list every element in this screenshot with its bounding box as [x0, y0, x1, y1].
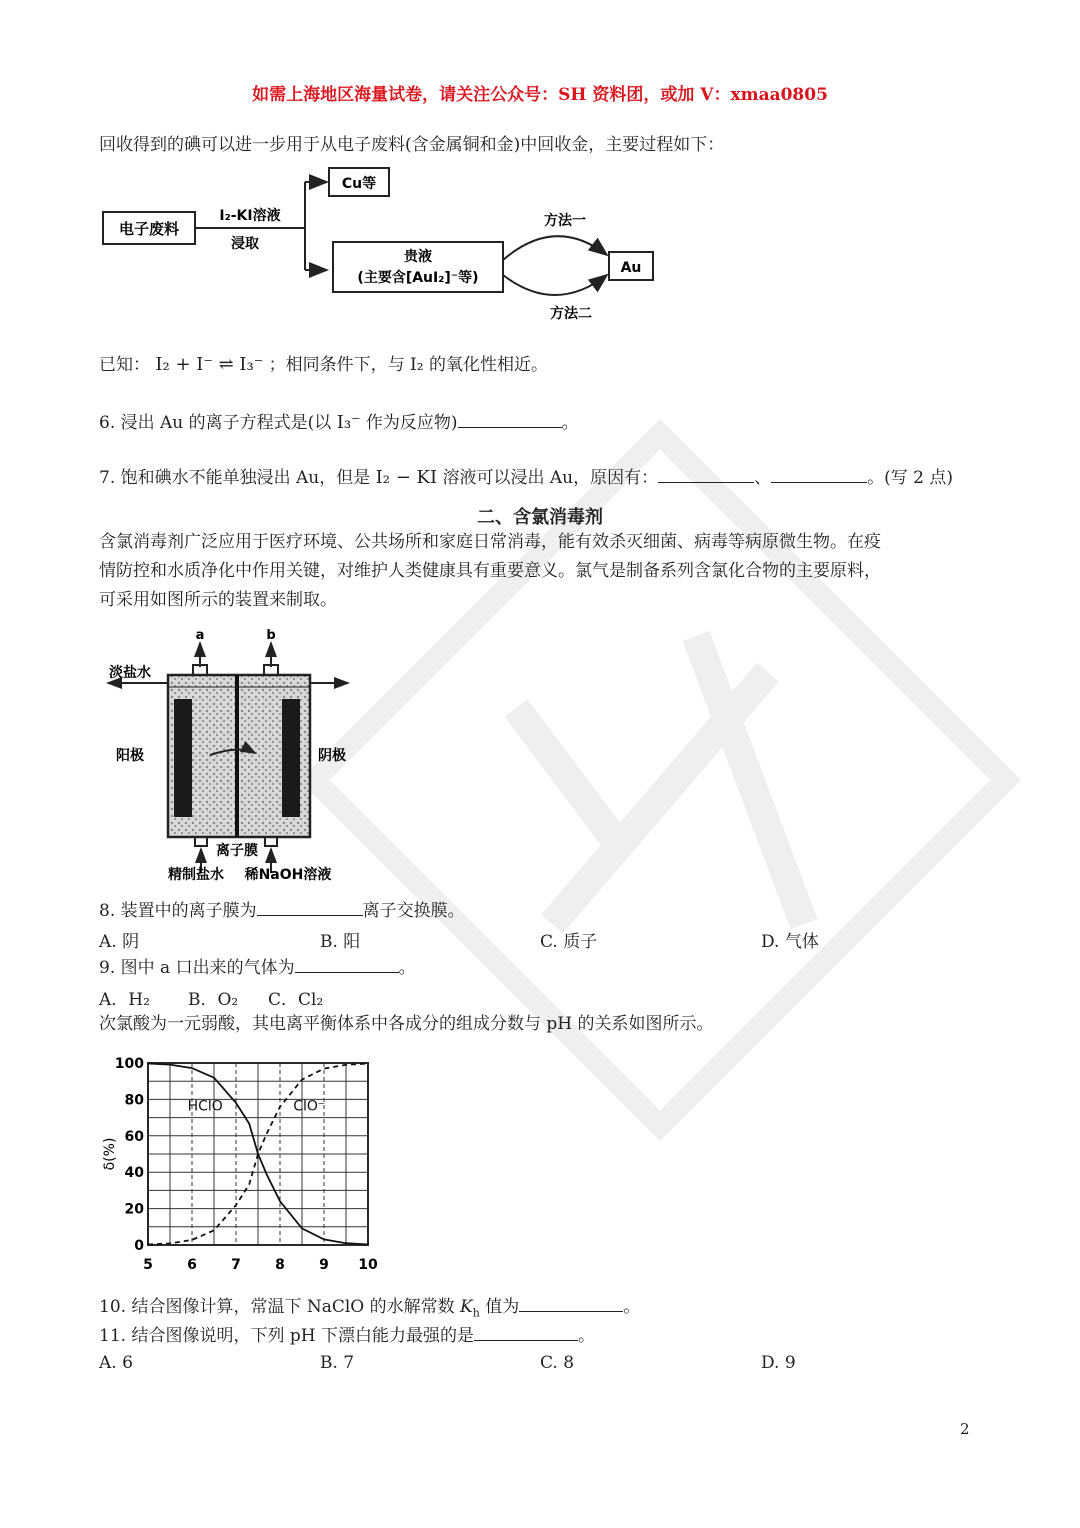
- q11-answer-blank[interactable]: [474, 1324, 578, 1341]
- intro-text: 回收得到的碘可以进一步用于从电子废料(含金属铜和金)中回收金，主要过程如下：: [99, 135, 725, 155]
- flow-method2-label: 方法二: [550, 306, 592, 322]
- q9-option-c[interactable]: C．Cl₂: [268, 990, 324, 1010]
- q7-answer-blank-1[interactable]: [658, 466, 754, 483]
- x-tick-label: 9: [319, 1257, 329, 1273]
- flow-reagent-label: I₂-KI溶液: [219, 208, 281, 224]
- paragraph-line-1: 含氯消毒剂广泛应用于医疗环境、公共场所和家庭日常消毒，能有效杀灭细菌、病毒等病原微生物。在疫: [99, 532, 881, 552]
- cell-anode-label: 阳极: [116, 748, 144, 764]
- cell-dilute-brine-label: 淡盐水: [109, 665, 151, 681]
- hclo-distribution-chart: [100, 1045, 390, 1280]
- flow-liquid-title: 贵液: [404, 249, 432, 265]
- q9-option-a[interactable]: A．H₂: [99, 990, 150, 1010]
- cell-refined-brine-label: 精制盐水: [168, 867, 224, 883]
- cell-membrane-label: 离子膜: [216, 843, 258, 859]
- q10-text-a: 10. 结合图像计算，常温下 NaClO 的水解常数: [99, 1297, 461, 1317]
- q6-ion: I₃⁻: [336, 412, 361, 433]
- q7-reagent: I₂ − KI: [375, 467, 438, 488]
- electrolytic-cell-diagram: [100, 625, 360, 887]
- cell-outlet-a-label: a: [195, 628, 205, 643]
- chart-ticks: [115, 1056, 378, 1273]
- known-equation: I₂ + I⁻ ⇌ I₃⁻: [155, 354, 264, 375]
- q8-answer-blank[interactable]: [257, 899, 363, 916]
- q9-end: 。: [398, 958, 416, 978]
- series-label-clo: ClO⁻: [293, 1098, 326, 1115]
- question-10: [99, 1295, 640, 1324]
- q11-option-d[interactable]: D. 9: [761, 1353, 796, 1373]
- x-tick-label: 5: [143, 1257, 153, 1273]
- flow-method1-label: 方法一: [544, 213, 586, 229]
- series-label-hclo: HClO: [187, 1098, 223, 1115]
- question-6: [99, 411, 579, 434]
- flow-source-label: 电子废料: [118, 220, 180, 238]
- cell-naoh-label: 稀NaOH溶液: [244, 867, 332, 883]
- q8-option-b[interactable]: B. 阳: [320, 932, 361, 952]
- q9-answer-blank[interactable]: [295, 956, 399, 973]
- q10-k-sub: h: [472, 1306, 480, 1320]
- q7-sep: 、: [754, 468, 772, 488]
- q11-option-b[interactable]: B. 7: [320, 1353, 355, 1373]
- page-number: 2: [960, 1420, 970, 1438]
- question-11: [99, 1324, 595, 1347]
- q6-text-a: 6. 浸出 Au 的离子方程式是(以: [99, 413, 337, 433]
- q10-k: K: [460, 1297, 473, 1317]
- q8-option-d[interactable]: D. 气体: [761, 932, 819, 952]
- question-7: [99, 466, 953, 489]
- cell-cathode: [282, 699, 300, 817]
- question-9: [99, 956, 416, 979]
- q10-end: 。: [623, 1297, 641, 1317]
- known-condition: [99, 354, 548, 376]
- flow-leach-label: 浸取: [231, 236, 259, 252]
- y-tick-label: 40: [124, 1165, 144, 1182]
- y-tick-label: 80: [124, 1092, 144, 1109]
- q6-end: 。: [561, 413, 579, 433]
- y-tick-label: 0: [134, 1238, 144, 1254]
- x-tick-label: 7: [231, 1257, 241, 1273]
- q7-answer-blank-2[interactable]: [771, 466, 867, 483]
- known-prefix: 已知：: [99, 355, 150, 375]
- q6-answer-blank[interactable]: [458, 411, 562, 428]
- q8-option-a[interactable]: A. 阴: [99, 932, 140, 952]
- q8-option-c[interactable]: C. 质子: [540, 932, 598, 952]
- cell-cathode-label: 阴极: [318, 748, 346, 764]
- flow-au-label: Au: [620, 260, 642, 276]
- y-tick-label: 20: [124, 1201, 144, 1218]
- flow-cu-label: Cu等: [341, 176, 377, 192]
- section-title: 二、含氯消毒剂: [477, 507, 603, 528]
- q6-text-b: 作为反应物): [360, 413, 458, 433]
- y-axis-label: δ(%): [102, 1137, 118, 1171]
- q10-text-b: 值为: [479, 1297, 520, 1317]
- q11-option-c[interactable]: C. 8: [540, 1353, 575, 1373]
- q9-text: 9. 图中 a 口出来的气体为: [99, 958, 295, 978]
- q10-answer-blank[interactable]: [519, 1295, 623, 1312]
- x-tick-label: 10: [358, 1257, 378, 1273]
- question-8: [99, 899, 465, 922]
- y-tick-label: 100: [114, 1056, 144, 1072]
- q11-end: 。: [577, 1326, 595, 1346]
- y-tick-label: 60: [124, 1128, 144, 1145]
- page-header: 如需上海地区海量试卷，请关注公众号：SH 资料团，或加 V：xmaa0805: [252, 85, 828, 105]
- q9-option-b[interactable]: B．O₂: [188, 990, 239, 1010]
- q7-text-b: 溶液可以浸出 Au，原因有：: [437, 468, 659, 488]
- x-tick-label: 8: [275, 1257, 285, 1273]
- q7-end: 。(写 2 点): [867, 468, 954, 488]
- paragraph-line-2: 情防控和水质净化中作用关键，对维护人类健康具有重要意义。氯气是制备系列含氯化合物的主要原料，: [99, 561, 881, 581]
- flow-liquid-detail: (主要含[AuI₂]⁻等): [357, 270, 479, 286]
- cell-outlet-b-label: b: [266, 628, 276, 643]
- q7-text-a: 7. 饱和碘水不能单独浸出 Au，但是: [99, 468, 376, 488]
- cell-anode: [174, 699, 192, 817]
- known-suffix: ；相同条件下，与 I₂ 的氧化性相近。: [268, 355, 548, 375]
- gold-recovery-flow-diagram: [95, 160, 675, 330]
- paragraph-line-3: 可采用如图所示的装置来制取。: [99, 590, 337, 610]
- q8-text: 8. 装置中的离子膜为: [99, 901, 257, 921]
- x-tick-label: 6: [187, 1257, 197, 1273]
- hclo-intro-text: 次氯酸为一元弱酸，其电离平衡体系中各成分的组成分数与 pH 的关系如图所示。: [99, 1014, 714, 1034]
- q11-text: 11. 结合图像说明，下列 pH 下漂白能力最强的是: [99, 1326, 474, 1346]
- q8-end: 离子交换膜。: [362, 901, 465, 921]
- q11-option-a[interactable]: A. 6: [99, 1353, 133, 1373]
